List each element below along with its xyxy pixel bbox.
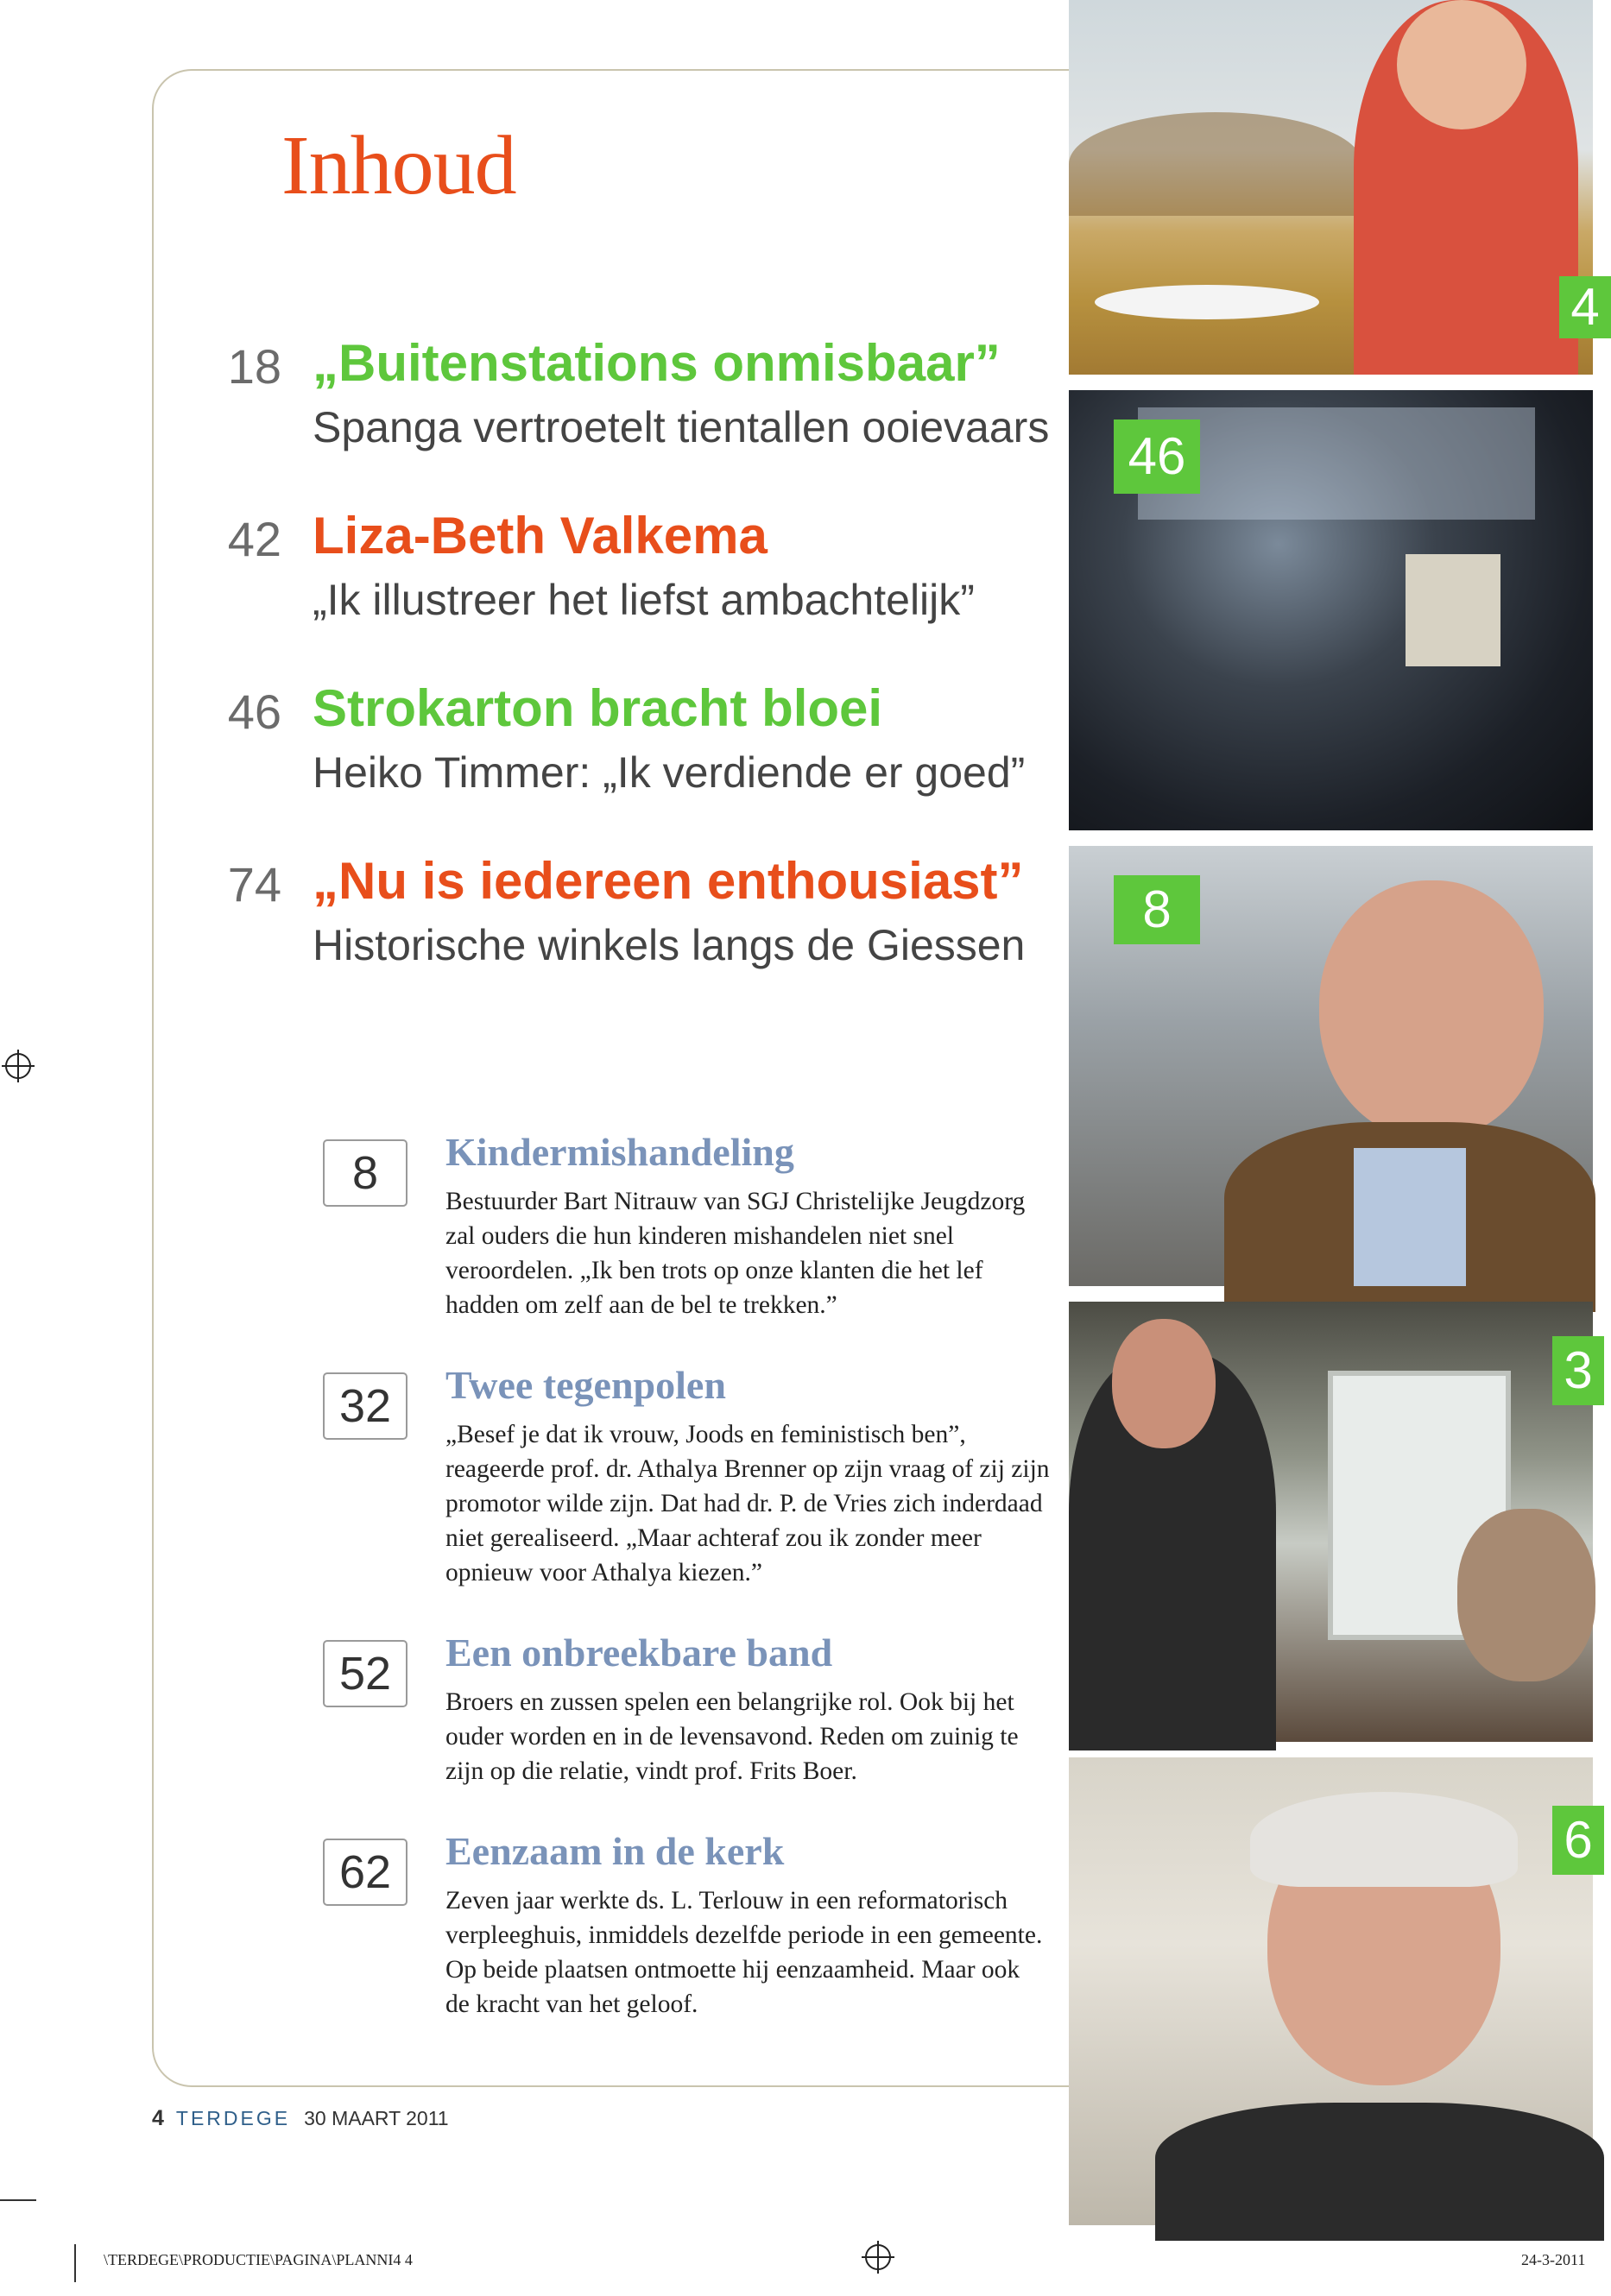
footer-date: 30 MAART 2011	[304, 2107, 449, 2129]
photo-page-tag: 8	[1114, 875, 1200, 944]
hair-shape	[1250, 1792, 1518, 1887]
feature-subtitle: Heiko Timmer: „Ik verdiende er goed”	[313, 748, 1026, 797]
photo-page-tag: 3	[1552, 1336, 1604, 1405]
slug-path: \TERDEGE\PRODUCTIE\PAGINA\PLANNI4 4	[104, 2251, 413, 2268]
footer-page-number: 4	[152, 2106, 164, 2130]
photo-page-tag: 46	[1114, 419, 1200, 494]
page-title: Inhoud	[281, 119, 516, 212]
photo-conversation	[1069, 1302, 1593, 1742]
photo-man-portrait	[1069, 846, 1593, 1286]
article-page-box: 32	[323, 1372, 407, 1440]
article-summary: „Besef je dat ik vrouw, Joods en feministisch ben”, reageerde prof. dr. Athalya Brenner op zijn vraag of zij zijn promotor wilde zijn. Dat had dr. P. de Vries zich inderdaad niet gerealiseerd. „Maar achteraf zou ik zonder meer opnieuw voor Athalya kiezen.”	[445, 1421, 1050, 1586]
plate-shape	[1095, 285, 1319, 319]
feature-headline: „Buitenstations onmisbaar”	[313, 334, 1001, 392]
article-summary: Broers en zussen spelen een belangrijke rol. Ook bij het ouder worden en in de levensavond. Reden om zuinig te zijn op die relatie, vindt prof. Frits Boer.	[445, 1688, 1019, 1785]
feature-page-number: 46	[227, 684, 281, 739]
article-heading: Eenzaam in de kerk	[445, 1829, 785, 1873]
suit-shape	[1155, 2103, 1604, 2241]
article-heading: Een onbreekbare band	[445, 1631, 833, 1675]
face-shape	[1112, 1319, 1216, 1448]
feature-headline: „Nu is iedereen enthousiast”	[313, 852, 1024, 910]
face-shape	[1319, 880, 1544, 1139]
article-summary: Bestuurder Bart Nitrauw van SGJ Christelijke Jeugdzorg zal ouders die hun kinderen mishandelen niet snel veroordelen. „Ik ben trots op onze klanten die het lef hadden om zelf aan de bel te trekken.”	[445, 1188, 1026, 1319]
photo-factory-hall	[1069, 390, 1593, 830]
feature-subtitle: Historische winkels langs de Giessen	[313, 921, 1026, 969]
feature-headline: Liza-Beth Valkema	[313, 507, 768, 565]
feature-subtitle: „Ik illustreer het liefst ambachtelijk”	[313, 576, 975, 624]
photo-page-tag: 6	[1552, 1806, 1604, 1875]
mountain-shape	[1069, 112, 1362, 216]
photo-woman-landscape	[1069, 0, 1600, 375]
shirt-shape	[1354, 1148, 1466, 1286]
footer-magazine: TERDEGE	[175, 2107, 291, 2129]
article-page-box: 52	[323, 1640, 407, 1707]
feature-page-number: 74	[227, 857, 281, 911]
crop-mark	[0, 2199, 36, 2201]
photo-page-tag: 4	[1559, 276, 1611, 338]
slug-date: 24-3-2011	[1521, 2251, 1586, 2268]
article-heading: Twee tegenpolen	[445, 1363, 726, 1407]
article-heading: Kindermishandeling	[445, 1130, 794, 1174]
woman-shape	[1457, 1509, 1595, 1681]
article-summary: Zeven jaar werkte ds. L. Terlouw in een reformatorisch verpleeghuis, inmiddels dezelfde periode in een gemeente. Op beide plaatsen ontmoette hij eenzaamheid. Maar ook de kracht van het geloof.	[445, 1887, 1043, 2018]
feature-page-number: 42	[227, 512, 281, 566]
crop-mark	[74, 2244, 76, 2282]
feature-headline: Strokarton bracht bloei	[313, 679, 883, 737]
doorway-shape	[1406, 554, 1500, 666]
page-footer	[152, 2106, 449, 2131]
face-shape	[1397, 0, 1526, 129]
feature-subtitle: Spanga vertroetelt tientallen ooievaars	[313, 403, 1050, 451]
article-page-box: 62	[323, 1839, 407, 1906]
feature-page-number: 18	[227, 339, 281, 394]
photo-older-man	[1069, 1757, 1593, 2225]
registration-mark-icon	[5, 1053, 31, 1079]
registration-mark-icon	[865, 2244, 891, 2270]
article-page-box: 8	[323, 1139, 407, 1207]
